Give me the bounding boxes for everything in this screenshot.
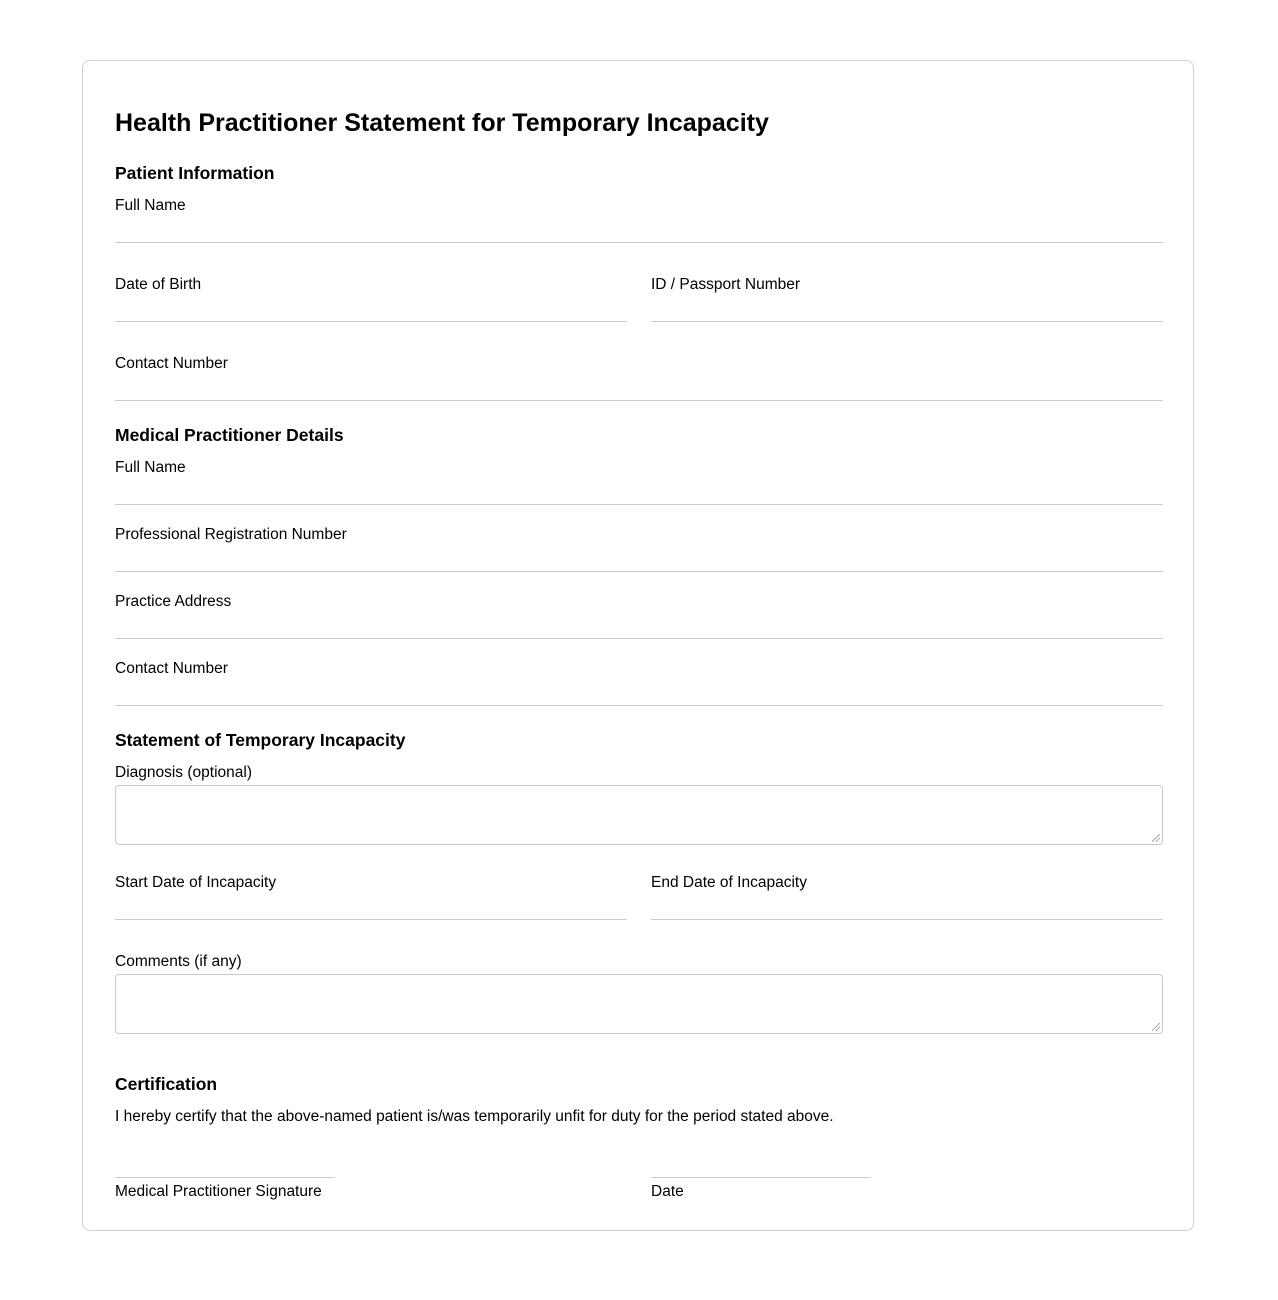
page-title: Health Practitioner Statement for Temporary Incapacity	[115, 109, 769, 137]
end-date-field[interactable]	[651, 919, 1163, 920]
start-date-label: Start Date of Incapacity	[115, 874, 277, 891]
date-label: Date	[651, 1183, 684, 1200]
practitioner-address-label: Practice Address	[115, 593, 232, 610]
patient-dob-field[interactable]	[115, 321, 627, 322]
end-date-label: End Date of Incapacity	[651, 874, 807, 891]
section-heading-statement: Statement of Temporary Incapacity	[115, 730, 406, 750]
date-line[interactable]	[651, 1177, 871, 1178]
patient-contact-label: Contact Number	[115, 355, 228, 372]
practitioner-full-name-field[interactable]	[115, 504, 1163, 505]
patient-id-field[interactable]	[651, 321, 1163, 322]
diagnosis-label: Diagnosis (optional)	[115, 764, 252, 781]
patient-id-label: ID / Passport Number	[651, 276, 801, 293]
form-card	[82, 60, 1194, 1231]
patient-full-name-label: Full Name	[115, 197, 186, 214]
certification-text: I hereby certify that the above-named patient is/was temporarily unfit for duty for the period stated above.	[115, 1108, 834, 1125]
diagnosis-textarea[interactable]	[115, 785, 1163, 845]
section-heading-practitioner: Medical Practitioner Details	[115, 425, 344, 445]
comments-label: Comments (if any)	[115, 953, 242, 970]
section-heading-certification: Certification	[115, 1074, 218, 1094]
patient-dob-label: Date of Birth	[115, 276, 202, 293]
signature-line[interactable]	[115, 1177, 335, 1178]
practitioner-full-name-label: Full Name	[115, 459, 186, 476]
practitioner-contact-label: Contact Number	[115, 660, 228, 677]
practitioner-contact-field[interactable]	[115, 705, 1163, 706]
patient-contact-field[interactable]	[115, 400, 1163, 401]
comments-textarea[interactable]	[115, 974, 1163, 1034]
section-heading-patient: Patient Information	[115, 163, 275, 183]
signature-label: Medical Practitioner Signature	[115, 1183, 322, 1200]
practitioner-address-field[interactable]	[115, 638, 1163, 639]
resize-handle-icon[interactable]	[1152, 1023, 1160, 1031]
patient-full-name-field[interactable]	[115, 242, 1163, 243]
practitioner-registration-label: Professional Registration Number	[115, 526, 347, 543]
resize-handle-icon[interactable]	[1152, 834, 1160, 842]
practitioner-registration-field[interactable]	[115, 571, 1163, 572]
start-date-field[interactable]	[115, 919, 627, 920]
